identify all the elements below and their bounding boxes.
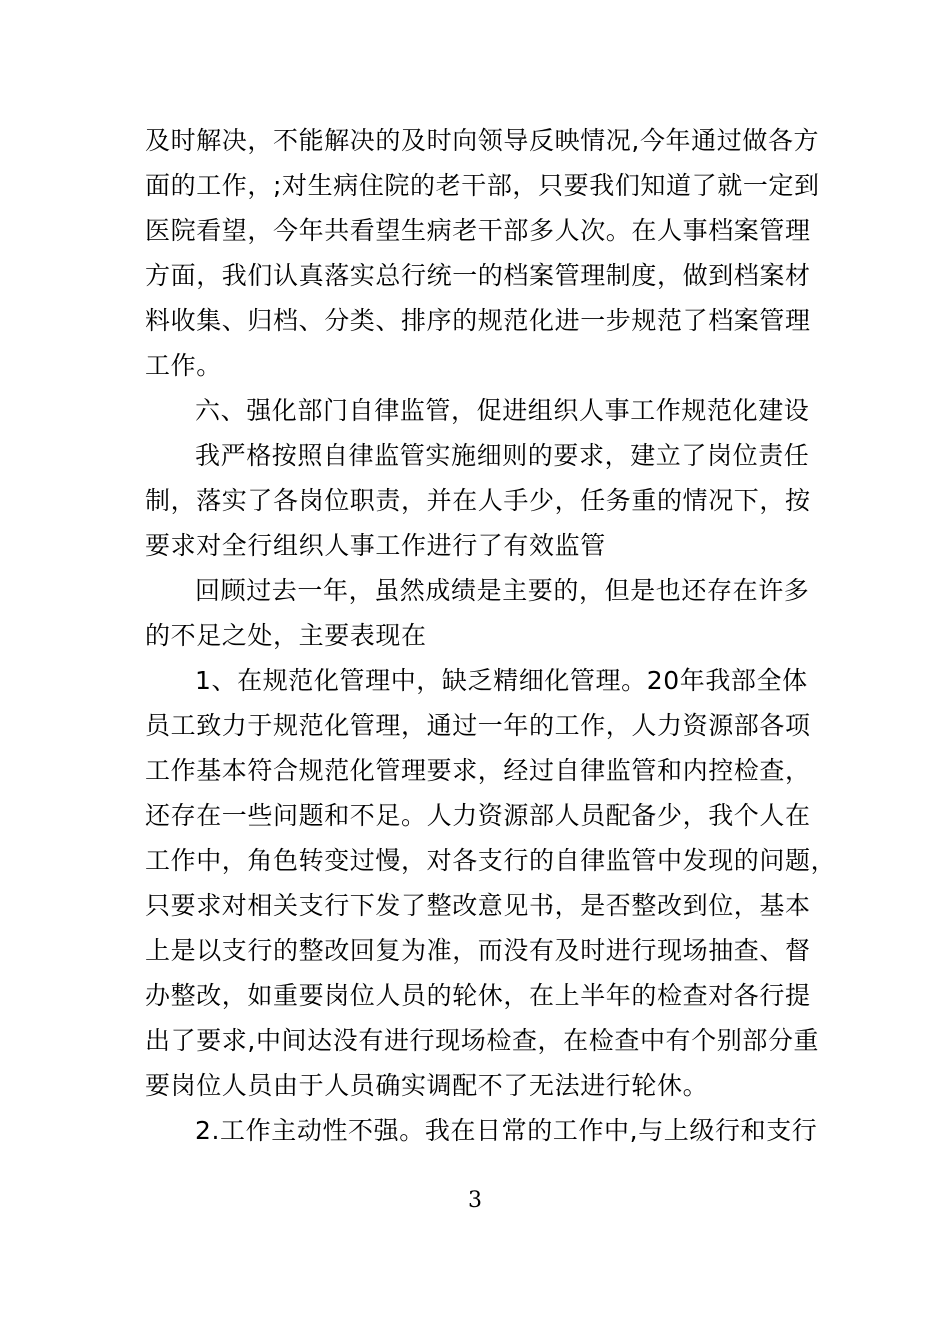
text-line-11: 回顾过去一年，虽然成绩是主要的，但是也还存在许多	[195, 576, 810, 605]
text-line-19: 上是以支行的整改回复为准，而没有及时进行现场抽查、督	[145, 936, 811, 965]
text-line-8: 我严格按照自律监管实施细则的要求，建立了岗位责任	[195, 441, 810, 470]
text-line-9: 制，落实了各岗位职责，并在人手少，任务重的情况下，按	[145, 486, 811, 515]
text-line-1: 及时解决，不能解决的及时向领导反映情况,今年通过做各方	[145, 126, 820, 155]
text-line-17: 工作中，角色转变过慢，对各支行的自律监管中发现的问题，	[145, 846, 837, 875]
text-line-3: 医院看望，今年共看望生病老干部多人次。在人事档案管理	[145, 216, 811, 245]
text-line-5: 料收集、归档、分类、排序的规范化进一步规范了档案管理	[145, 306, 811, 335]
text-line-4: 方面，我们认真落实总行统一的档案管理制度，做到档案材	[145, 261, 811, 290]
list-item-1-start: 1、在规范化管理中，缺乏精细化管理。20年我部全体	[195, 666, 808, 695]
text-line-20: 办整改，如重要岗位人员的轮休，在上半年的检查对各行提	[145, 981, 811, 1010]
list-item-2-start: 2.工作主动性不强。我在日常的工作中,与上级行和支行	[195, 1116, 818, 1145]
page-number: 3	[468, 1188, 482, 1213]
text-line-10: 要求对全行组织人事工作进行了有效监管	[145, 531, 606, 560]
text-line-15: 工作基本符合规范化管理要求，经过自律监管和内控检查，	[145, 756, 811, 785]
text-line-6: 工作。	[145, 351, 222, 380]
text-line-2: 面的工作，;对生病住院的老干部，只要我们知道了就一定到	[145, 171, 820, 200]
section-heading: 六、强化部门自律监管，促进组织人事工作规范化建设	[195, 396, 810, 425]
text-line-16: 还存在一些问题和不足。人力资源部人员配备少，我个人在	[145, 801, 811, 830]
text-line-22: 要岗位人员由于人员确实调配不了无法进行轮休。	[145, 1071, 709, 1100]
document-body	[145, 118, 837, 1153]
text-line-14: 员工致力于规范化管理，通过一年的工作，人力资源部各项	[145, 711, 811, 740]
text-line-18: 只要求对相关支行下发了整改意见书，是否整改到位，基本	[145, 891, 811, 920]
text-line-21: 出了要求,中间达没有进行现场检查，在检查中有个别部分重	[145, 1026, 820, 1055]
text-line-12: 的不足之处，主要表现在	[145, 621, 427, 650]
